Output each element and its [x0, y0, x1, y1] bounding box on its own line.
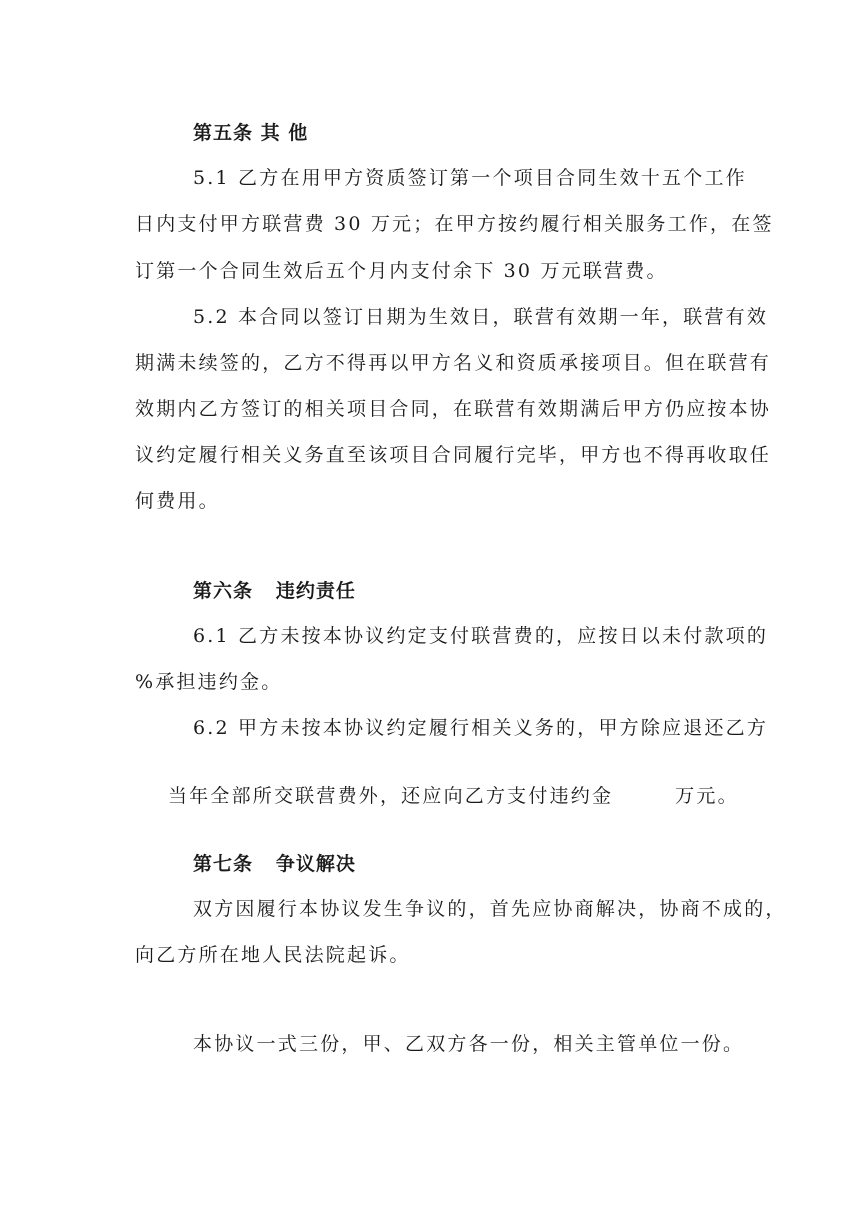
clause-5-1-line-3: 订第一个合同生效后五个月内支付余下 30 万元联营费。 — [135, 260, 668, 282]
clause-7-line-1: 双方因履行本协议发生争议的，首先应协商解决，协商不成的， — [193, 898, 787, 920]
closing-statement: 本协议一式三份，甲、乙双方各一份，相关主管单位一份。 — [193, 1033, 745, 1055]
clause-6-2-line-1: 6.2 甲方未按本协议约定履行相关义务的，甲方除应退还乙方 — [193, 717, 769, 739]
clause-7-line-2: 向乙方所在地人民法院起诉。 — [135, 944, 411, 966]
section-6-heading: 第六条 违约责任 — [193, 580, 356, 602]
clause-6-1-line-2: %承担违约金。 — [135, 671, 283, 693]
clause-5-2-line-1: 5.2 本合同以签订日期为生效日，联营有效期一年，联营有效 — [193, 306, 769, 328]
clause-6-1-line-1: 6.1 乙方未按本协议约定支付联营费的，应按日以未付款项的 — [193, 625, 769, 647]
clause-5-2-line-5: 何费用。 — [135, 490, 220, 512]
clause-5-2-line-2: 期满未续签的，乙方不得再以甲方名义和资质承接项目。但在联营有 — [135, 352, 772, 374]
clause-5-1-line-1: 5.1 乙方在用甲方资质签订第一个项目合同生效十五个工作 — [193, 167, 747, 189]
section-5-heading: 第五条 其 他 — [193, 122, 309, 144]
clause-5-1-line-2: 日内支付甲方联营费 30 万元；在甲方按约履行相关服务工作，在签 — [135, 213, 774, 235]
clause-6-2-line-2-prefix: 当年全部所交联营费外，还应向乙方支付违约金 — [167, 785, 614, 807]
clause-6-2-line-2-suffix: 万元。 — [675, 785, 739, 807]
clause-5-2-line-3: 效期内乙方签订的相关项目合同，在联营有效期满后甲方仍应按本协 — [135, 398, 772, 420]
clause-6-2-line-2 — [135, 759, 739, 830]
clause-5-2-line-4: 议约定履行相关义务直至该项目合同履行完毕，甲方也不得再收取任 — [135, 444, 772, 466]
section-7-heading: 第七条 争议解决 — [193, 853, 356, 875]
